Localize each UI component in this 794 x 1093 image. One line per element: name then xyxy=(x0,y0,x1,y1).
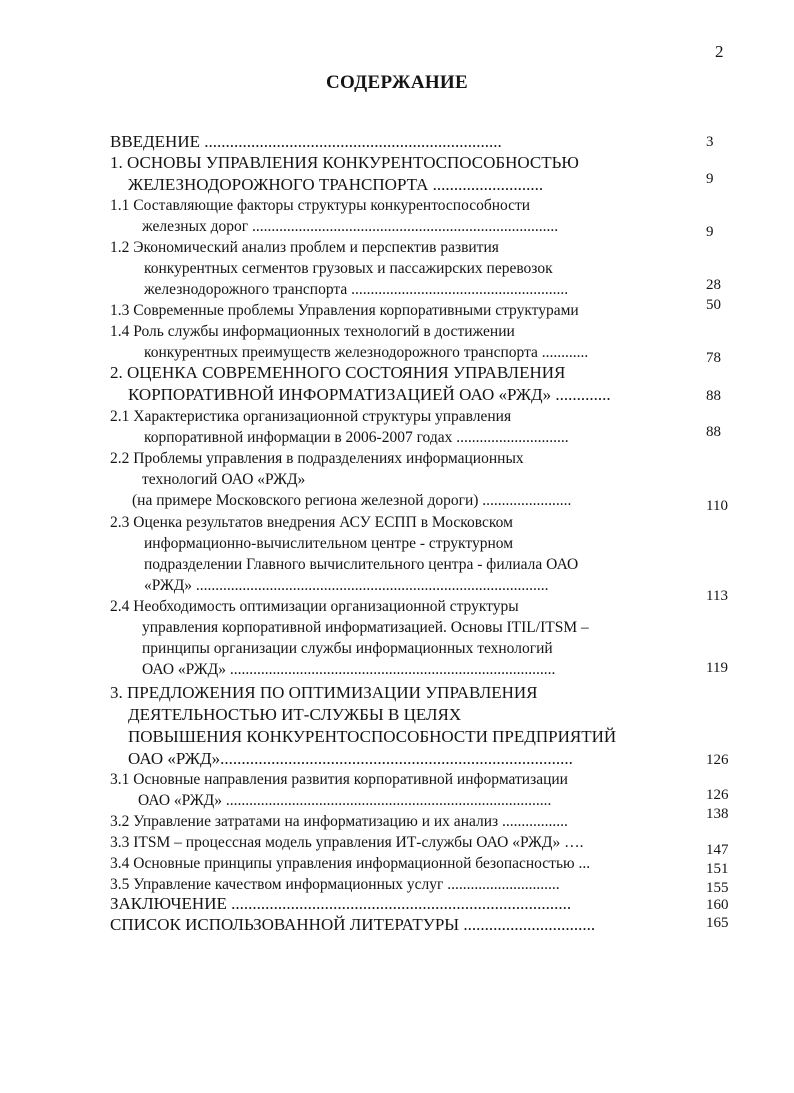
toc-page-s3-3: 147 xyxy=(706,842,729,858)
toc-entry-s2-3-line2[interactable]: информационно-вычислительном центре - структурном xyxy=(144,535,514,552)
toc-entry-s2-4-line4[interactable]: ОАО «РЖД» .................................................................................... xyxy=(142,661,556,678)
toc-entry-s2-2-line2[interactable]: технологий ОАО «РЖД» xyxy=(142,471,306,488)
toc-entry-s2-4-line1[interactable]: 2.4 Необходимость оптимизации организационной структуры xyxy=(110,598,519,615)
toc-entry-ch3-line1[interactable]: 3. ПРЕДЛОЖЕНИЯ ПО ОПТИМИЗАЦИИ УПРАВЛЕНИЯ xyxy=(110,683,538,702)
toc-entry-ch2-line1[interactable]: 2. ОЦЕНКА СОВРЕМЕННОГО СОСТОЯНИЯ УПРАВЛЕНИЯ xyxy=(110,363,566,382)
toc-entry-s3-1-line1[interactable]: 3.1 Основные направления развития корпоративной информатизации xyxy=(110,771,568,788)
toc-entry-ch3-line3[interactable]: ПОВЫШЕНИЯ КОНКУРЕНТОСПОСОБНОСТИ ПРЕДПРИЯТИЙ xyxy=(128,727,617,746)
toc-page-s1-2: 28 xyxy=(706,277,721,293)
toc-entry-ch2-line2[interactable]: КОРПОРАТИВНОЙ ИНФОРМАТИЗАЦИЕЙ ОАО «РЖД» ............. xyxy=(128,385,611,404)
toc-entry-s1-2-line1[interactable]: 1.2 Экономический анализ проблем и перспектив развития xyxy=(110,239,499,256)
toc-entry-s1-3[interactable]: 1.3 Современные проблемы Управления корпоративными структурами xyxy=(110,302,579,319)
toc-page-s3-1: 126 xyxy=(706,787,729,803)
toc-entry-conclusion[interactable]: ЗАКЛЮЧЕНИЕ ................................................................................ xyxy=(110,894,572,913)
toc-entry-s2-2-line3[interactable]: (на примере Московского региона железной дороги) ....................... xyxy=(132,492,572,509)
toc-entry-s3-1-line2[interactable]: ОАО «РЖД» .................................................................................... xyxy=(138,792,552,809)
toc-entry-s1-4-line2[interactable]: конкурентных преимуществ железнодорожного транспорта ............ xyxy=(144,344,589,361)
toc-entry-s3-2[interactable]: 3.2 Управление затратами на информатизацию и их анализ ................. xyxy=(110,813,568,830)
toc-page-s3-2: 138 xyxy=(706,806,729,822)
toc-entry-s2-3-line1[interactable]: 2.3 Оценка результатов внедрения АСУ ЕСПП в Московском xyxy=(110,514,513,531)
toc-entry-s1-2-line2[interactable]: конкурентных сегментов грузовых и пассажирских перевозок xyxy=(144,260,553,277)
toc-page-s2-2: 110 xyxy=(706,498,728,514)
toc-page-s2-1: 88 xyxy=(706,424,721,440)
toc-page-ch2: 88 xyxy=(706,388,721,404)
toc-entry-s2-2-line1[interactable]: 2.2 Проблемы управления в подразделениях информационных xyxy=(110,450,524,467)
toc-entry-ch3-line4[interactable]: ОАО «РЖД»................................................................................... xyxy=(128,749,573,768)
toc-entry-intro[interactable]: ВВЕДЕНИЕ ...................................................................... xyxy=(110,132,502,151)
toc-entry-s2-1-line1[interactable]: 2.1 Характеристика организационной структуры управления xyxy=(110,408,512,425)
toc-page-s1-4: 78 xyxy=(706,350,721,366)
toc-page-s1-3: 50 xyxy=(706,297,721,313)
toc-page-conclusion: 160 xyxy=(706,897,729,913)
page-title: СОДЕРЖАНИЕ xyxy=(326,72,468,93)
toc-page-ch1: 9 xyxy=(706,171,714,187)
toc-page-s2-4: 119 xyxy=(706,660,728,676)
toc-page-s1-1: 9 xyxy=(706,224,714,240)
toc-entry-s1-1-line2[interactable]: железных дорог ............................................................................... xyxy=(142,218,559,235)
toc-page-s3-4: 151 xyxy=(706,861,729,877)
toc-page-ch3: 126 xyxy=(706,752,729,768)
toc-page-s3-5: 155 xyxy=(706,880,729,896)
toc-page-references: 165 xyxy=(706,915,729,931)
toc-entry-ch1-line2[interactable]: ЖЕЛЕЗНОДОРОЖНОГО ТРАНСПОРТА .......................... xyxy=(128,175,544,194)
toc-entry-s2-3-line4[interactable]: «РЖД» ........................................................................................... xyxy=(144,577,549,594)
toc-entry-s1-2-line3[interactable]: железнодорожного транспорта ........................................................ xyxy=(144,281,569,298)
toc-entry-s1-4-line1[interactable]: 1.4 Роль службы информационных технологий в достижении xyxy=(110,323,515,340)
toc-page-s2-3: 113 xyxy=(706,588,728,604)
toc-entry-s3-3[interactable]: 3.3 ITSM – процессная модель управления ИТ-службы ОАО «РЖД» …. xyxy=(110,834,584,851)
toc-entry-references[interactable]: СПИСОК ИСПОЛЬЗОВАННОЙ ЛИТЕРАТУРЫ ............................... xyxy=(110,915,596,934)
toc-entry-s2-3-line3[interactable]: подразделении Главного вычислительного центра - филиала ОАО xyxy=(144,556,579,573)
toc-entry-s2-1-line2[interactable]: корпоративной информации в 2006-2007 годах ............................. xyxy=(144,429,569,446)
toc-page-intro: 3 xyxy=(706,134,714,150)
toc-entry-s3-5[interactable]: 3.5 Управление качеством информационных услуг ............................. xyxy=(110,876,560,893)
toc-entry-s1-1-line1[interactable]: 1.1 Составляющие факторы структуры конкурентоспособности xyxy=(110,197,531,214)
toc-entry-s2-4-line3[interactable]: принципы организации службы информационных технологий xyxy=(142,640,553,657)
toc-entry-ch3-line2[interactable]: ДЕЯТЕЛЬНОСТЬЮ ИТ-СЛУЖБЫ В ЦЕЛЯХ xyxy=(128,705,462,724)
toc-entry-ch1-line1[interactable]: 1. ОСНОВЫ УПРАВЛЕНИЯ КОНКУРЕНТОСПОСОБНОСТЬЮ xyxy=(110,153,579,172)
page-number: 2 xyxy=(715,42,724,61)
toc-entry-s3-4[interactable]: 3.4 Основные принципы управления информационной безопасностью ... xyxy=(110,855,591,872)
toc-entry-s2-4-line2[interactable]: управления корпоративной информатизацией. Основы ITIL/ITSM – xyxy=(142,619,589,636)
